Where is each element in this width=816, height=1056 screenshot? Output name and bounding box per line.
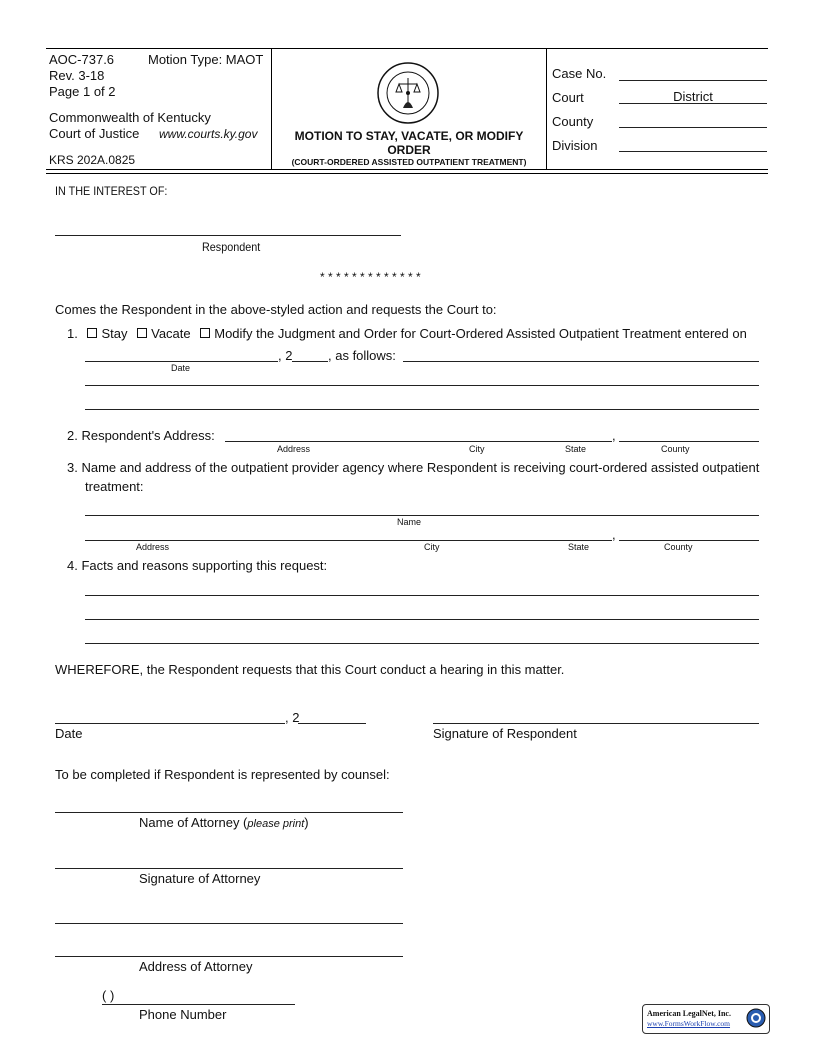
provider-county-caption: County — [664, 542, 693, 552]
form-number: AOC-737.6 — [49, 52, 115, 67]
item3-text-line1: 3. Name and address of the outpatient provider agency where Respondent is receiving court-ordered assisted outpatient — [67, 460, 760, 475]
commonwealth: Commonwealth of Kentucky — [49, 110, 211, 125]
website: www.courts.ky.gov — [159, 127, 258, 141]
city-caption: City — [469, 444, 485, 454]
publisher-url[interactable]: www.FormsWorkFlow.com — [647, 1019, 731, 1028]
sign-year-field[interactable] — [298, 723, 366, 724]
header-divider-right — [546, 48, 547, 169]
sign-date-label: Date — [55, 726, 83, 741]
provider-city-caption: City — [424, 542, 440, 552]
counsel-intro: To be completed if Respondent is represented by counsel: — [55, 767, 390, 782]
case-no-label: Case No. — [552, 66, 607, 81]
as-follows-label: , as follows: — [328, 348, 396, 363]
as-follows-field-3[interactable] — [85, 409, 759, 410]
court-value: District — [673, 89, 713, 104]
item4-label: 4. Facts and reasons supporting this request: — [67, 558, 328, 573]
as-follows-field-2[interactable] — [85, 385, 759, 386]
intro-text: Comes the Respondent in the above-styled action and requests the Court to: — [55, 302, 497, 317]
facts-field-1[interactable] — [85, 595, 759, 596]
phone-field[interactable] — [102, 1004, 295, 1005]
motion-type: Motion Type: MAOT — [148, 52, 264, 67]
case-no-field[interactable] — [619, 80, 767, 81]
attorney-address-field-1[interactable] — [55, 923, 403, 924]
address-caption: Address — [277, 444, 311, 454]
county-caption: County — [661, 444, 690, 454]
page-number: Page 1 of 2 — [49, 84, 116, 99]
publisher-name: American LegalNet, Inc. — [647, 1009, 731, 1018]
title-line2: ORDER — [387, 143, 431, 157]
provider-address-field[interactable] — [85, 540, 612, 541]
court-label: Court — [552, 90, 584, 105]
court-of-justice: Court of Justice — [49, 126, 140, 141]
attorney-signature-label: Signature of Attorney — [139, 871, 261, 886]
subtitle: (COURT-ORDERED ASSISTED OUTPATIENT TREATMENT) — [291, 157, 527, 167]
item3-text-line2: treatment: — [85, 479, 144, 494]
attorney-signature-field[interactable] — [55, 868, 403, 869]
item1-number: 1. — [67, 326, 78, 341]
wherefore-text: WHEREFORE, the Respondent requests that this Court conduct a hearing in this matter. — [55, 662, 565, 677]
provider-name-field[interactable] — [85, 515, 759, 516]
division-field[interactable] — [619, 151, 767, 152]
revision: Rev. 3-18 — [49, 68, 105, 83]
respondent-address-field[interactable] — [225, 441, 612, 442]
provider-address-comma: , — [612, 527, 616, 542]
vacate-label: Vacate — [151, 326, 191, 341]
sign-year-prefix: , 2 — [285, 710, 300, 725]
phone-area-code: ( ) — [102, 988, 115, 1003]
division-label: Division — [552, 138, 598, 153]
facts-field-3[interactable] — [85, 643, 759, 644]
state-caption: State — [565, 444, 587, 454]
attorney-name-close: ) — [304, 815, 309, 830]
attorney-name-field[interactable] — [55, 812, 403, 813]
vacate-checkbox[interactable] — [137, 328, 147, 338]
title-line1: MOTION TO STAY, VACATE, OR MODIFY — [294, 129, 524, 143]
stay-checkbox[interactable] — [87, 328, 97, 338]
respondent-name-field[interactable] — [55, 235, 401, 236]
date-caption: Date — [171, 363, 191, 373]
sign-date-field[interactable] — [55, 723, 285, 724]
separator-stars: * * * * * * * * * * * * * — [320, 270, 421, 284]
item1-row — [67, 326, 747, 341]
attorney-address-label: Address of Attorney — [139, 959, 253, 974]
provider-county-field[interactable] — [619, 540, 759, 541]
name-caption: Name — [397, 517, 422, 527]
item2-label: 2. Respondent's Address: — [67, 428, 215, 443]
provider-state-caption: State — [568, 542, 590, 552]
respondent-signature-label: Signature of Respondent — [433, 726, 577, 741]
header-bottom-rule-2 — [46, 173, 768, 174]
county-label: County — [552, 114, 594, 129]
stay-label: Stay — [101, 326, 128, 341]
respondent-label: Respondent — [202, 240, 261, 254]
please-print-text: please print — [247, 818, 305, 830]
modify-label: Modify the Judgment and Order for Court-Ordered Assisted Outpatient Treatment entered on — [214, 326, 747, 341]
publisher-badge[interactable] — [642, 1004, 770, 1034]
attorney-name-text: Name of Attorney ( — [139, 815, 248, 830]
statute: KRS 202A.0825 — [49, 153, 136, 167]
county-field[interactable] — [619, 127, 767, 128]
publisher-logo-icon — [746, 1008, 766, 1028]
modify-checkbox[interactable] — [200, 328, 210, 338]
address-comma: , — [612, 428, 616, 443]
order-date-field[interactable] — [85, 361, 278, 362]
header-bottom-rule — [46, 169, 768, 170]
phone-label: Phone Number — [139, 1007, 227, 1022]
kentucky-seal-icon — [377, 62, 439, 124]
attorney-name-label — [139, 815, 309, 830]
header-top-rule — [46, 48, 768, 49]
provider-address-caption: Address — [136, 542, 170, 552]
interest-of-label: IN THE INTEREST OF: — [55, 184, 168, 198]
year-prefix: , 2 — [278, 348, 293, 363]
respondent-county-field[interactable] — [619, 441, 759, 442]
respondent-signature-field[interactable] — [433, 723, 759, 724]
as-follows-field-1[interactable] — [403, 361, 759, 362]
attorney-address-field-2[interactable] — [55, 956, 403, 957]
order-year-field[interactable] — [292, 361, 328, 362]
facts-field-2[interactable] — [85, 619, 759, 620]
